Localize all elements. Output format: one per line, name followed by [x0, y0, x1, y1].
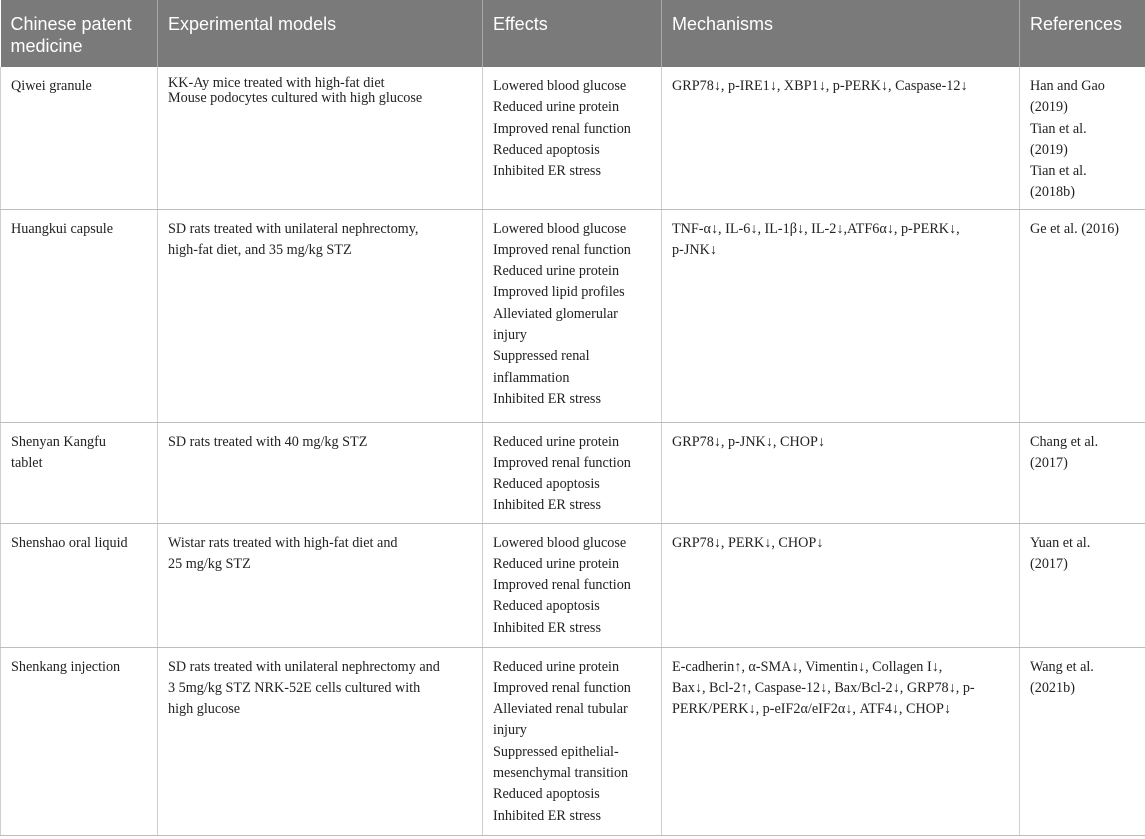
- cell-line: high-fat diet, and 35 mg/kg STZ: [168, 241, 352, 258]
- cell-line: Reduced apoptosis: [493, 598, 600, 615]
- cell-line: Inhibited ER stress: [493, 619, 601, 636]
- cell-references: [1020, 67, 1145, 209]
- cell-line: Wistar rats treated with high-fat diet and: [168, 534, 398, 551]
- cell-line: Mouse podocytes cultured with high glucose: [168, 90, 423, 106]
- cell-line: (2019): [1030, 99, 1068, 116]
- cell-line: (2017): [1030, 454, 1068, 471]
- table-row: [1, 422, 1145, 523]
- cell-effects: [483, 523, 662, 647]
- table-row: [1, 209, 1145, 422]
- cell-line: Reduced apoptosis: [493, 786, 600, 803]
- cell-line: mesenchymal transition: [493, 764, 629, 781]
- cell-mechanisms: [662, 523, 1020, 647]
- cell-line: (2021b): [1030, 679, 1075, 696]
- cell-line: Reduced urine protein: [493, 263, 620, 280]
- cell-line: Improved renal function: [493, 577, 631, 594]
- cell-line: Tian et al.: [1030, 163, 1087, 180]
- header-models: Experimental models: [158, 0, 483, 67]
- cell-line: Improved renal function: [493, 679, 631, 696]
- cell-line: (2019): [1030, 141, 1068, 158]
- cell-mechanisms: [662, 209, 1020, 422]
- header-medicine: Chinese patent medicine: [1, 0, 158, 67]
- cell-line: Suppressed epithelial-: [493, 743, 619, 760]
- cell-line: inflammation: [493, 369, 570, 386]
- cell-line: Lowered blood glucose: [493, 534, 627, 551]
- cell-line: PERK/PERK↓, p-eIF2α/eIF2α↓, ATF4↓, CHOP↓: [672, 701, 951, 718]
- cell-line: Lowered blood glucose: [493, 220, 627, 237]
- header-effects: Effects: [483, 0, 662, 67]
- cell-line: tablet: [11, 454, 43, 471]
- cell-line: injury: [493, 326, 527, 343]
- cell-line: Reduced apoptosis: [493, 141, 600, 158]
- cell-line: (2018b): [1030, 184, 1075, 201]
- cell-line: GRP78↓, PERK↓, CHOP↓: [672, 534, 824, 551]
- cell-line: high glucose: [168, 701, 241, 718]
- table-row: [1, 67, 1145, 209]
- cell-line: Reduced apoptosis: [493, 476, 600, 493]
- cell-mechanisms: [662, 422, 1020, 523]
- cell-medicine: [1, 209, 158, 422]
- cell-medicine: [1, 647, 158, 835]
- cell-effects: [483, 67, 662, 209]
- cell-effects: [483, 422, 662, 523]
- cell-mechanisms: [662, 647, 1020, 835]
- cell-line: SD rats treated with 40 mg/kg STZ: [168, 433, 368, 450]
- cell-line: SD rats treated with unilateral nephrectomy,: [168, 220, 419, 237]
- cell-models: [158, 523, 483, 647]
- cell-mechanisms: [662, 67, 1020, 209]
- cell-line: Tian et al.: [1030, 120, 1087, 137]
- cell-line: 25 mg/kg STZ: [168, 555, 251, 572]
- cell-line: Improved renal function: [493, 120, 631, 137]
- cell-line: Reduced urine protein: [493, 555, 620, 572]
- cell-line: Inhibited ER stress: [493, 497, 601, 514]
- cell-line: Wang et al.: [1030, 658, 1094, 675]
- header-mechanisms: Mechanisms: [662, 0, 1020, 67]
- cell-line: Inhibited ER stress: [493, 163, 601, 180]
- cell-line: Shenshao oral liquid: [11, 534, 128, 551]
- cell-references: [1020, 523, 1145, 647]
- cell-line: Han and Gao: [1030, 78, 1105, 94]
- table-row: [1, 523, 1145, 647]
- cell-line: injury: [493, 722, 527, 739]
- cell-effects: [483, 209, 662, 422]
- cell-line: Reduced urine protein: [493, 658, 620, 675]
- cell-line: Bax↓, Bcl-2↑, Caspase-12↓, Bax/Bcl-2↓, GRP78↓, p-: [672, 679, 975, 696]
- cell-line: Inhibited ER stress: [493, 390, 601, 407]
- cell-line: KK-Ay mice treated with high-fat diet: [168, 75, 385, 91]
- cell-references: [1020, 647, 1145, 835]
- cell-line: Alleviated glomerular: [493, 305, 618, 322]
- cell-medicine: [1, 67, 158, 209]
- cell-line: Shenkang injection: [11, 658, 121, 675]
- cell-line: Qiwei granule: [11, 78, 92, 94]
- cell-line: Lowered blood glucose: [493, 78, 627, 94]
- cell-line: p-JNK↓: [672, 241, 717, 258]
- table-row: [1, 647, 1145, 835]
- cell-line: Suppressed renal: [493, 348, 590, 365]
- cell-models: [158, 647, 483, 835]
- cell-line: 3 5mg/kg STZ NRK-52E cells cultured with: [168, 679, 421, 696]
- header-references: References: [1020, 0, 1145, 67]
- cell-references: [1020, 209, 1145, 422]
- cell-effects: [483, 647, 662, 835]
- cell-models: [158, 422, 483, 523]
- cell-line: Ge et al. (2016): [1030, 220, 1120, 237]
- cell-models: [158, 67, 483, 209]
- cell-line: GRP78↓, p-IRE1↓, XBP1↓, p-PERK↓, Caspase-12↓: [672, 78, 968, 94]
- cell-line: GRP78↓, p-JNK↓, CHOP↓: [672, 433, 825, 450]
- cell-line: Shenyan Kangfu: [11, 433, 106, 450]
- cell-medicine: [1, 422, 158, 523]
- cell-line: Reduced urine protein: [493, 99, 620, 116]
- cell-models: [158, 209, 483, 422]
- cell-line: Chang et al.: [1030, 433, 1099, 450]
- cell-line: Huangkui capsule: [11, 220, 114, 237]
- header-row: [1, 0, 1145, 67]
- cell-line: TNF-α↓, IL-6↓, IL-1β↓, IL-2↓,ATF6α↓, p-PERK↓,: [672, 220, 960, 237]
- cell-line: Reduced urine protein: [493, 433, 620, 450]
- cell-references: [1020, 422, 1145, 523]
- cell-line: Improved renal function: [493, 454, 631, 471]
- cell-line: Alleviated renal tubular: [493, 701, 628, 718]
- cell-line: Yuan et al.: [1030, 534, 1091, 551]
- cell-line: Inhibited ER stress: [493, 807, 601, 824]
- cell-medicine: [1, 523, 158, 647]
- cell-line: E-cadherin↑, α-SMA↓, Vimentin↓, Collagen I↓,: [672, 658, 943, 675]
- cell-line: Improved renal function: [493, 241, 631, 258]
- cell-line: SD rats treated with unilateral nephrectomy and: [168, 658, 440, 675]
- cell-line: (2017): [1030, 555, 1068, 572]
- cell-line: Improved lipid profiles: [493, 284, 625, 301]
